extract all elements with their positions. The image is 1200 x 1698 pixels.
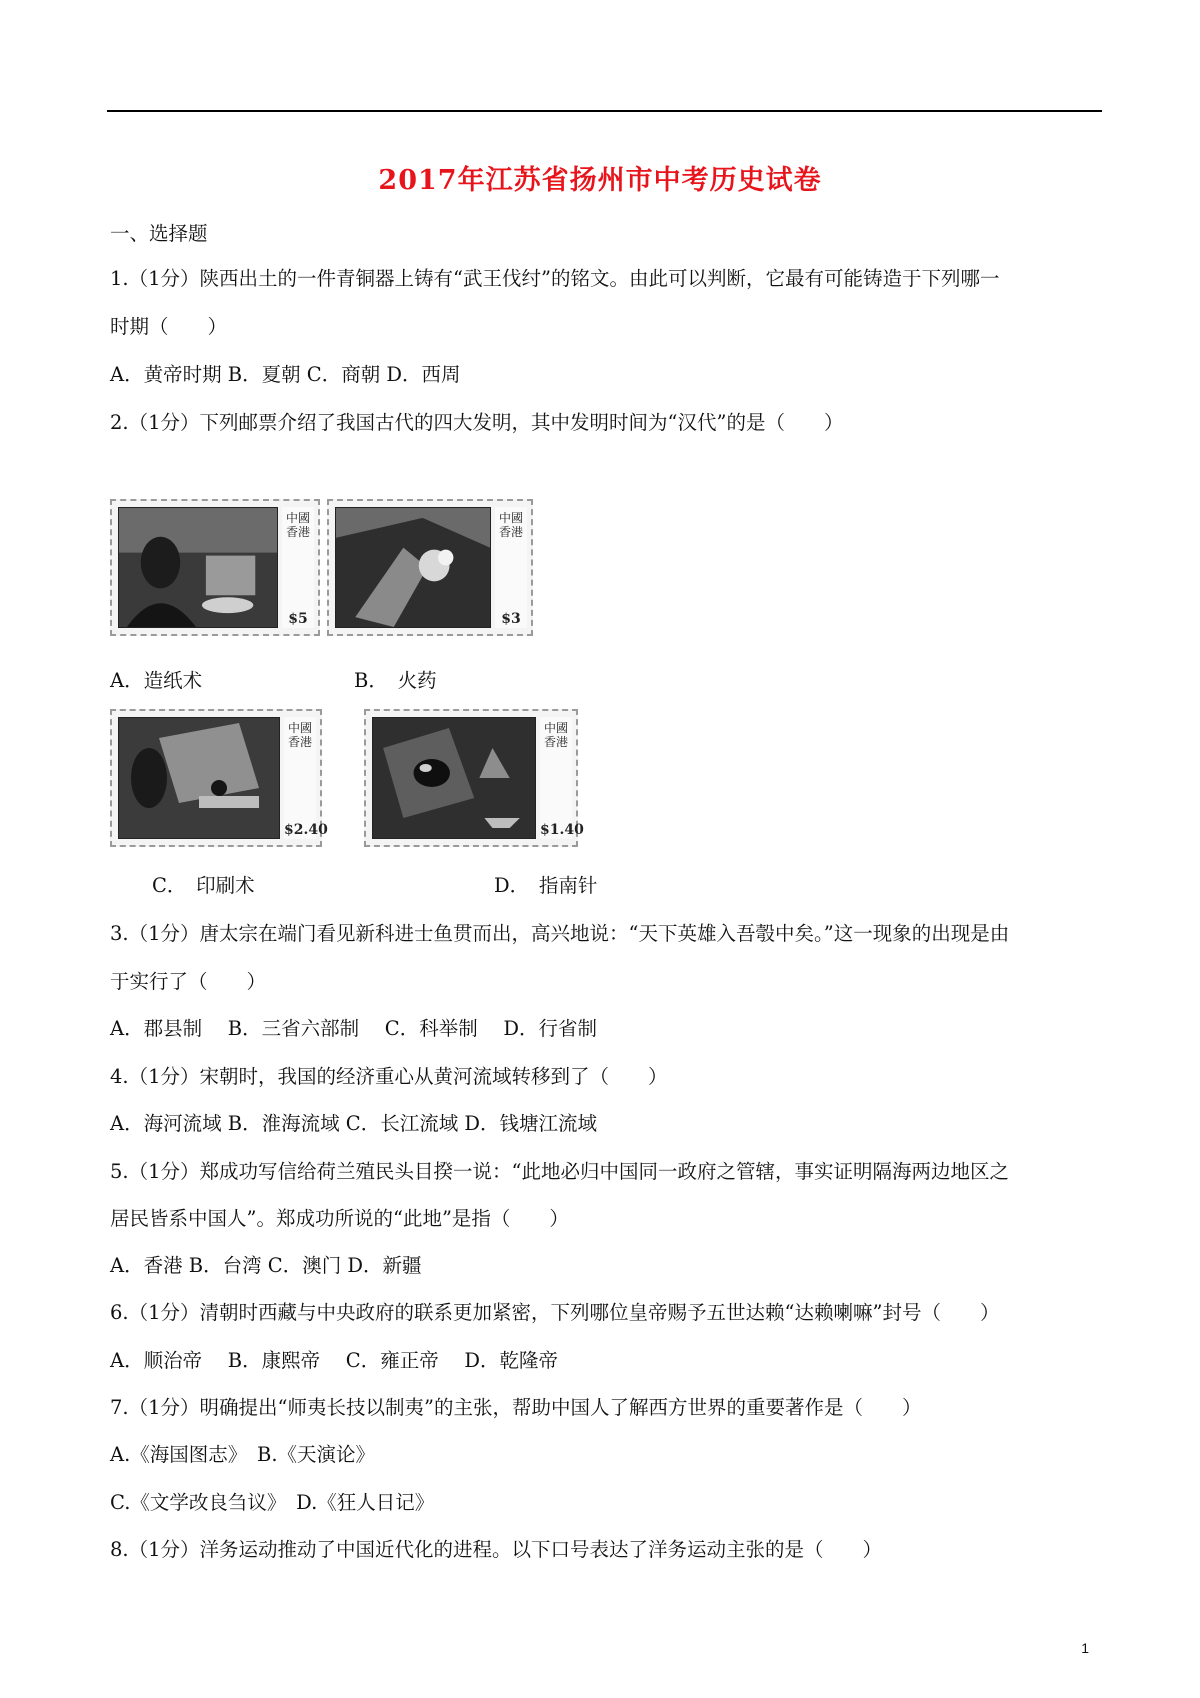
- q3-stem-line1: 3.（1分）唐太宗在端门看见新科进士鱼贯而出，高兴地说：“天下英雄入吾彀中矣。”这一现象的出现是由: [110, 922, 1010, 945]
- stamp-country: 中國香港: [543, 721, 568, 749]
- q7-options-line2: C.《文学改良刍议》 D.《狂人日记》: [110, 1491, 435, 1514]
- stamp-value: $1.40: [540, 822, 584, 838]
- q3-stem-line2: 于实行了（ ）: [110, 970, 267, 993]
- stamp-picture: [118, 717, 280, 839]
- q6-stem: 6.（1分）清朝时西藏与中央政府的联系更加紧密，下列哪位皇帝赐予五世达赖“达赖喇嘛”封号（ ）: [110, 1301, 1000, 1324]
- q5-options: A．香港 B．台湾 C．澳门 D．新疆: [110, 1254, 422, 1277]
- stamp-printing-image: [110, 709, 328, 847]
- q7-stem: 7.（1分）明确提出“师夷长技以制夷”的主张，帮助中国人了解西方世界的重要著作是（ ）: [110, 1396, 922, 1419]
- section-heading: 一、选择题: [110, 222, 208, 245]
- q4-options: A．海河流域 B．淮海流域 C．长江流域 D．钱塘江流域: [110, 1112, 598, 1135]
- q8-stem: 8.（1分）洋务运动推动了中国近代化的进程。以下口号表达了洋务运动主张的是（ ）: [110, 1538, 883, 1561]
- q1-stem-line2: 时期（ ）: [110, 315, 228, 338]
- stamp-value: $5: [288, 611, 308, 627]
- header-rule: [107, 110, 1102, 112]
- q2-option-b: B． 火药: [354, 669, 437, 692]
- exam-title: 2017年江苏省扬州市中考历史试卷: [378, 165, 822, 196]
- q2-stem: 2.（1分）下列邮票介绍了我国古代的四大发明，其中发明时间为“汉代”的是（ ）: [110, 411, 844, 434]
- stamp-gunpowder-image: [327, 499, 533, 636]
- stamp-side-label: [284, 717, 328, 839]
- stamp-picture: [118, 507, 278, 628]
- stamp-papermaking-image: [110, 499, 320, 636]
- q5-stem-line1: 5.（1分）郑成功写信给荷兰殖民头目揆一说：“此地必归中国同一政府之管辖，事实证明隔海两边地区之: [110, 1160, 1009, 1183]
- q2-option-c: C． 印刷术: [152, 874, 255, 897]
- page-number: 1: [1081, 1640, 1089, 1656]
- q6-options: A．顺治帝 B．康熙帝 C．雍正帝 D．乾隆帝: [110, 1349, 559, 1372]
- q4-stem: 4.（1分）宋朝时，我国的经济重心从黄河流域转移到了（ ）: [110, 1065, 668, 1088]
- stamp-country: 中國香港: [498, 511, 523, 539]
- q2-option-a: A．造纸术: [110, 669, 203, 692]
- q7-options-line1: A.《海国图志》 B.《天演论》: [110, 1443, 376, 1466]
- q2-option-d: D． 指南针: [494, 874, 598, 897]
- stamp-side-label: [495, 507, 527, 628]
- stamp-compass-image: [364, 709, 584, 847]
- stamp-side-label: [540, 717, 584, 839]
- stamp-picture: [335, 507, 491, 628]
- q3-options: A．郡县制 B．三省六部制 C．科举制 D．行省制: [110, 1017, 598, 1040]
- stamp-side-label: [282, 507, 314, 628]
- stamp-country: 中國香港: [285, 511, 310, 539]
- q5-stem-line2: 居民皆系中国人”。郑成功所说的“此地”是指（ ）: [110, 1207, 569, 1230]
- stamp-picture: [372, 717, 536, 839]
- stamp-country: 中國香港: [287, 721, 312, 749]
- stamp-value: $2.40: [284, 822, 328, 838]
- q1-options: A．黄帝时期 B．夏朝 C．商朝 D．西周: [110, 363, 461, 386]
- stamp-value: $3: [501, 611, 521, 627]
- q1-stem-line1: 1.（1分）陕西出土的一件青铜器上铸有“武王伐纣”的铭文。由此可以判断，它最有可能铸造于下列哪一: [110, 267, 1000, 290]
